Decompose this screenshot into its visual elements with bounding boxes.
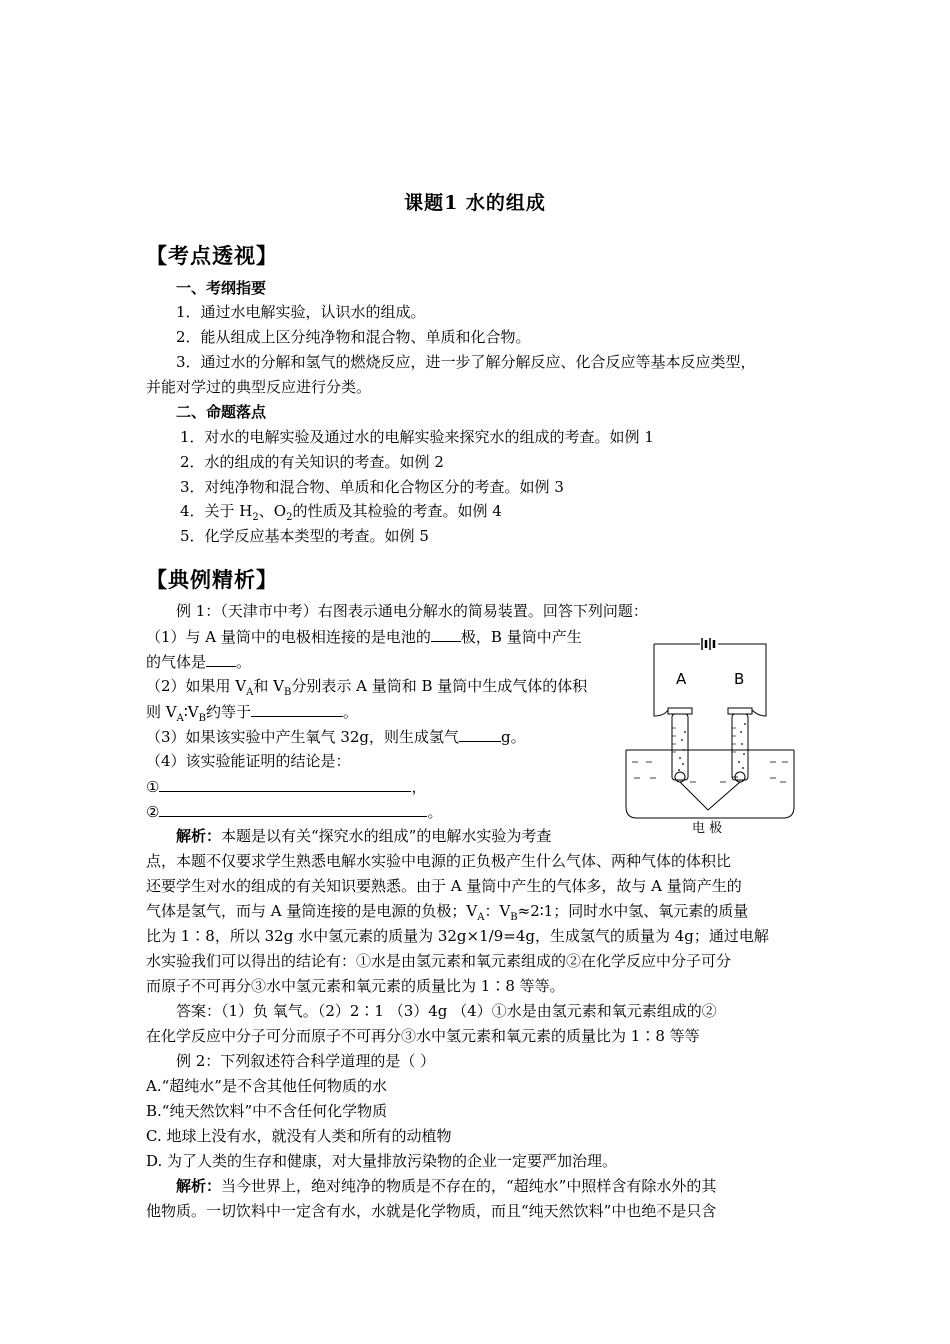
point-item: 2．水的组成的有关知识的考查。如例 2 xyxy=(180,453,444,471)
example-2-option-b: B.“纯天然饮料”中不含任何化学物质 xyxy=(146,1102,388,1120)
example-2-analysis-line: 解析：当今世界上，绝对纯净的物质是不存在的，“超纯水”中照样含有除水外的其 xyxy=(176,1177,717,1195)
example-2-option-d: D. 为了人类的生存和健康，对大量排放污染物的企业一定要严加治理。 xyxy=(146,1152,618,1170)
page-title: 课题1 水的组成 xyxy=(404,192,546,214)
label-tube-b: B xyxy=(734,670,745,688)
subheading-points: 二、命题落点 xyxy=(176,403,267,421)
example-2-intro: 例 2：下列叙述符合科学道理的是（ ） xyxy=(176,1052,436,1070)
subheading-outline: 一、考纲指要 xyxy=(176,279,267,297)
example-1-intro: 例 1：（天津市中考）右图表示通电分解水的简易装置。回答下列问题： xyxy=(176,602,648,620)
example-1-q2: （2）如果用 $V_A$和 $V_B$分别表示 A 量筒和 B 量筒中生成气体的体积 xyxy=(146,677,588,698)
section-heading-examples: 【典例精析】 xyxy=(146,567,278,592)
example-1-conclusion-1: ① ， xyxy=(146,778,427,796)
example-1-answer-line: 在化学反应中分子可分而原子不可再分③水中氢元素和氧元素的质量比为 1∶8 等等 xyxy=(146,1027,700,1045)
label-electrode: 电 极 xyxy=(692,821,723,836)
section-heading-exam-points: 【考点透视】 xyxy=(146,243,278,268)
example-1-analysis-line: 点，本题不仅要求学生熟悉电解水实验中电源的正负极产生什么气体、两种气体的体积比 xyxy=(146,852,732,870)
example-1-q3: （3）如果该实验中产生氧气 32g，则生成氢气 g。 xyxy=(146,728,526,746)
example-1-analysis-line: 气体是氢气，而与 A 量筒连接的是电源的负极；$V_A$：$V_B\approx 2∶1$；同时水中氢、氧元素的质量 xyxy=(146,902,749,923)
example-1-analysis-line: 水实验我们可以得出的结论有：①水是由氢元素和氧元素组成的②在化学反应中分子可分 xyxy=(146,952,732,970)
tube-a xyxy=(668,708,692,782)
example-1-analysis-line: 而原子不可再分③水中氢元素和氧元素的质量比为 1∶8 等等。 xyxy=(146,977,565,995)
outline-item: 1．通过水电解实验，认识水的组成。 xyxy=(176,303,426,321)
tube-b xyxy=(728,708,752,782)
point-item: 1．对水的电解实验及通过水的电解实验来探究水的组成的考查。如例 1 xyxy=(180,428,654,446)
example-1-q1-cont: 的气体是 。 xyxy=(146,653,252,671)
example-1-conclusion-2: ② 。 xyxy=(146,803,443,821)
electrolysis-apparatus-diagram xyxy=(620,632,800,842)
example-1-analysis-line: 还要学生对水的组成的有关知识要熟悉。由于 A 量筒中产生的气体多，故与 A 量筒产生的 xyxy=(146,877,742,895)
battery-icon xyxy=(702,638,714,650)
example-2-option-a: A.“超纯水”是不含其他任何物质的水 xyxy=(146,1077,387,1095)
example-1-answer-line: 答案：（1）负 氧气。（2）2∶1 （3）4g （4）①水是由氢元素和氧元素组成的② xyxy=(176,1002,717,1020)
example-1-analysis-line: 比为 1∶8，所以 32g 水中氢元素的质量为 32g×1/9=4g，生成氢气的质量为 4g；通过电解 xyxy=(146,927,769,945)
point-item-4: 4．关于 $H_2$、$O_2$的性质及其检验的考查。如例 4 xyxy=(180,502,502,523)
example-1-q2-cont: 则 $V_A∶V_B$约等于 。 xyxy=(146,703,358,724)
example-1-q4: （4）该实验能证明的结论是： xyxy=(146,752,351,770)
outline-item: 2．能从组成上区分纯净物和混合物、单质和化合物。 xyxy=(176,328,531,346)
outline-item: 3．通过水的分解和氢气的燃烧反应，进一步了解分解反应、化合反应等基本反应类型， xyxy=(176,353,756,371)
example-1-q1: （1）与 A 量筒中的电极相连接的是电池的 极，B 量筒中产生 xyxy=(146,628,582,646)
label-tube-a: A xyxy=(676,670,687,688)
point-item: 5．化学反应基本类型的考查。如例 5 xyxy=(180,527,429,545)
example-1-analysis-line: 解析：本题是以有关“探究水的组成”的电解水实验为考查 xyxy=(176,827,552,845)
outline-item-continuation: 并能对学过的典型反应进行分类。 xyxy=(146,378,372,396)
point-item: 3．对纯净物和混合物、单质和化合物区分的考查。如例 3 xyxy=(180,478,564,496)
example-2-analysis-line: 他物质。一切饮料中一定含有水，水就是化学物质，而且“纯天然饮料”中也绝不是只含 xyxy=(146,1202,717,1220)
example-2-option-c: C. 地球上没有水，就没有人类和所有的动植物 xyxy=(146,1127,452,1145)
electrode-pointer xyxy=(680,782,740,810)
